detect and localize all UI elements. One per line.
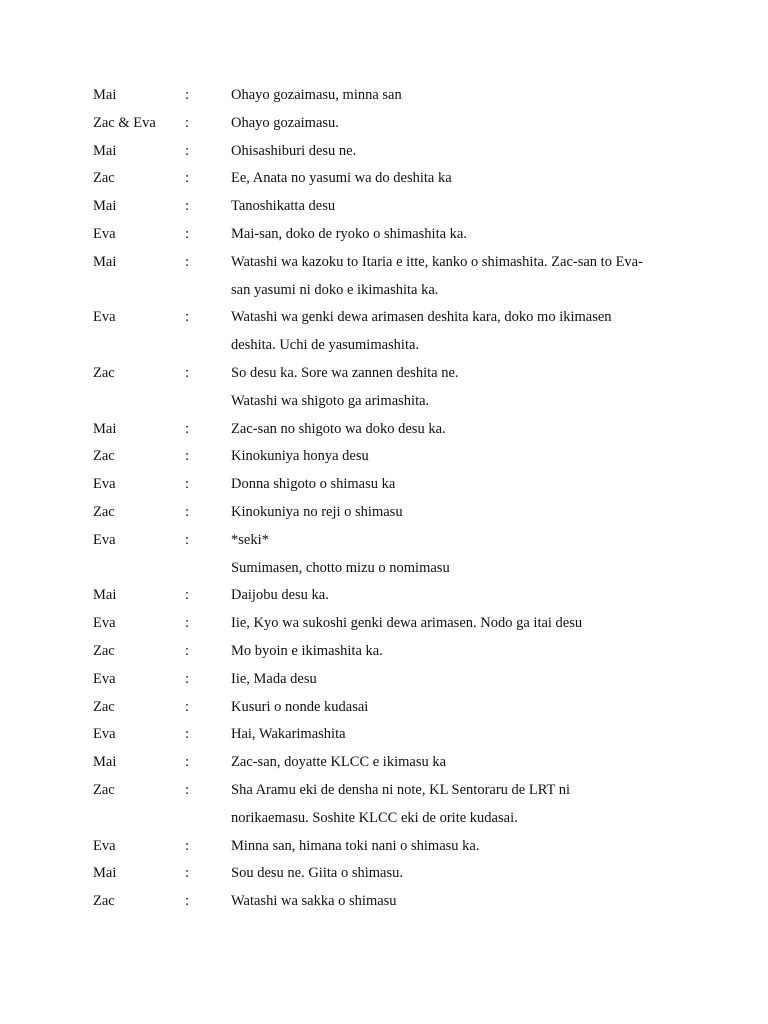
speaker-name: Eva [93,837,116,854]
dialogue-line [93,666,693,694]
dialogue-line [93,610,693,638]
speaker-separator: : [185,837,190,854]
speaker-separator: : [185,642,190,659]
speaker-name: Eva [93,615,116,632]
speaker-separator: : [185,754,190,771]
dialogue-text: So desu ka. Sore wa zannen deshita ne. [231,364,459,381]
dialogue-line [93,638,693,666]
dialogue-text: Tanoshikatta desu [231,198,336,215]
dialogue-text: Sha Aramu eki de densha ni note, KL Sentoraru de LRT ni [231,781,571,798]
dialogue-text: Kusuri o nonde kudasai [231,698,369,715]
speaker-separator: : [185,87,190,103]
speaker-name: Eva [93,670,116,687]
dialogue-transcript [93,82,693,916]
dialogue-text: Iie, Kyo wa sukoshi genki dewa arimasen. Nodo ga itai desu [231,615,583,632]
dialogue-text: Ohisashiburi desu ne. [231,142,357,159]
speaker-name [93,805,185,833]
speaker-separator [185,332,231,360]
dialogue-line [93,221,693,249]
speaker-separator [185,277,231,305]
speaker-name: Zac [93,642,115,659]
dialogue-line [93,138,693,166]
speaker-name: Mai [93,754,117,771]
speaker-name [93,277,185,305]
speaker-separator: : [185,781,190,798]
dialogue-line [93,193,693,221]
dialogue-line [93,249,693,277]
speaker-separator: : [185,225,190,242]
dialogue-line [93,582,693,610]
dialogue-line-continuation [93,388,693,416]
speaker-separator: : [185,142,190,159]
dialogue-text: Watashi wa kazoku to Itaria e itte, kanko o shimashita. Zac-san to Eva- [231,253,643,270]
speaker-name [93,555,185,583]
dialogue-text: Ohayo gozaimasu, minna san [231,87,402,103]
speaker-separator: : [185,503,190,520]
speaker-name: Eva [93,309,116,326]
dialogue-line [93,499,693,527]
dialogue-line-continuation [93,805,693,833]
speaker-separator: : [185,893,190,910]
speaker-separator: : [185,253,190,270]
dialogue-line [93,165,693,193]
dialogue-line [93,416,693,444]
dialogue-line [93,360,693,388]
speaker-name: Zac [93,893,115,910]
speaker-name: Mai [93,87,117,103]
speaker-separator: : [185,309,190,326]
dialogue-line [93,443,693,471]
speaker-separator: : [185,170,190,187]
speaker-name: Zac [93,364,115,381]
dialogue-text: Watashi wa shigoto ga arimashita. [231,392,430,409]
speaker-separator: : [185,670,190,687]
speaker-name [93,388,185,416]
dialogue-line [93,888,693,916]
dialogue-line [93,110,693,138]
dialogue-text: Kinokuniya honya desu [231,448,369,465]
speaker-separator: : [185,726,190,743]
speaker-separator: : [185,114,190,131]
speaker-separator: : [185,587,190,604]
dialogue-line [93,471,693,499]
dialogue-text: norikaemasu. Soshite KLCC eki de orite kudasai. [231,809,518,826]
dialogue-text: Watashi wa sakka o shimasu [231,893,397,910]
speaker-separator: : [185,198,190,215]
speaker-name: Zac [93,503,115,520]
dialogue-text: Ee, Anata no yasumi wa do deshita ka [231,170,452,187]
dialogue-text: Iie, Mada desu [231,670,317,687]
speaker-separator: : [185,865,190,882]
dialogue-line [93,833,693,861]
dialogue-line-continuation [93,277,693,305]
dialogue-text: Zac-san no shigoto wa doko desu ka. [231,420,446,437]
dialogue-text: Sumimasen, chotto mizu o nomimasu [231,559,450,576]
speaker-separator: : [185,531,190,548]
speaker-name: Mai [93,253,117,270]
speaker-separator: : [185,698,190,715]
speaker-separator [185,555,231,583]
speaker-separator: : [185,448,190,465]
dialogue-line [93,82,693,110]
speaker-name: Zac [93,781,115,798]
speaker-name: Zac & Eva [93,114,156,131]
speaker-separator [185,388,231,416]
dialogue-line [93,304,693,332]
dialogue-text: Daijobu desu ka. [231,587,329,604]
speaker-name: Mai [93,142,117,159]
dialogue-text: *seki* [231,531,269,548]
dialogue-text: Kinokuniya no reji o shimasu [231,503,403,520]
speaker-name: Eva [93,726,116,743]
speaker-name: Eva [93,225,116,242]
dialogue-text: Hai, Wakarimashita [231,726,346,743]
dialogue-text: Donna shigoto o shimasu ka [231,476,396,493]
speaker-name: Mai [93,865,117,882]
dialogue-text: Minna san, himana toki nani o shimasu ka. [231,837,480,854]
speaker-name: Zac [93,170,115,187]
speaker-name: Eva [93,531,116,548]
dialogue-text: Sou desu ne. Giita o shimasu. [231,865,403,882]
dialogue-text: san yasumi ni doko e ikimashita ka. [231,281,439,298]
dialogue-text: Mai-san, doko de ryoko o shimashita ka. [231,225,467,242]
speaker-name: Mai [93,587,117,604]
speaker-separator: : [185,420,190,437]
dialogue-line [93,777,693,805]
speaker-name: Mai [93,198,117,215]
dialogue-line-continuation [93,332,693,360]
speaker-separator: : [185,476,190,493]
speaker-name: Eva [93,476,116,493]
dialogue-text: Watashi wa genki dewa arimasen deshita kara, doko mo ikimasen [231,309,612,326]
dialogue-line-continuation [93,555,693,583]
dialogue-text: Zac-san, doyatte KLCC e ikimasu ka [231,754,447,771]
speaker-separator: : [185,615,190,632]
dialogue-text: deshita. Uchi de yasumimashita. [231,337,420,354]
dialogue-line [93,749,693,777]
speaker-name: Mai [93,420,117,437]
speaker-name: Zac [93,698,115,715]
dialogue-line [93,527,693,555]
speaker-separator: : [185,364,190,381]
speaker-separator [185,805,231,833]
speaker-name: Zac [93,448,115,465]
speaker-name [93,332,185,360]
dialogue-line [93,721,693,749]
dialogue-text: Mo byoin e ikimashita ka. [231,642,383,659]
dialogue-line [93,694,693,722]
dialogue-text: Ohayo gozaimasu. [231,114,339,131]
dialogue-line [93,860,693,888]
